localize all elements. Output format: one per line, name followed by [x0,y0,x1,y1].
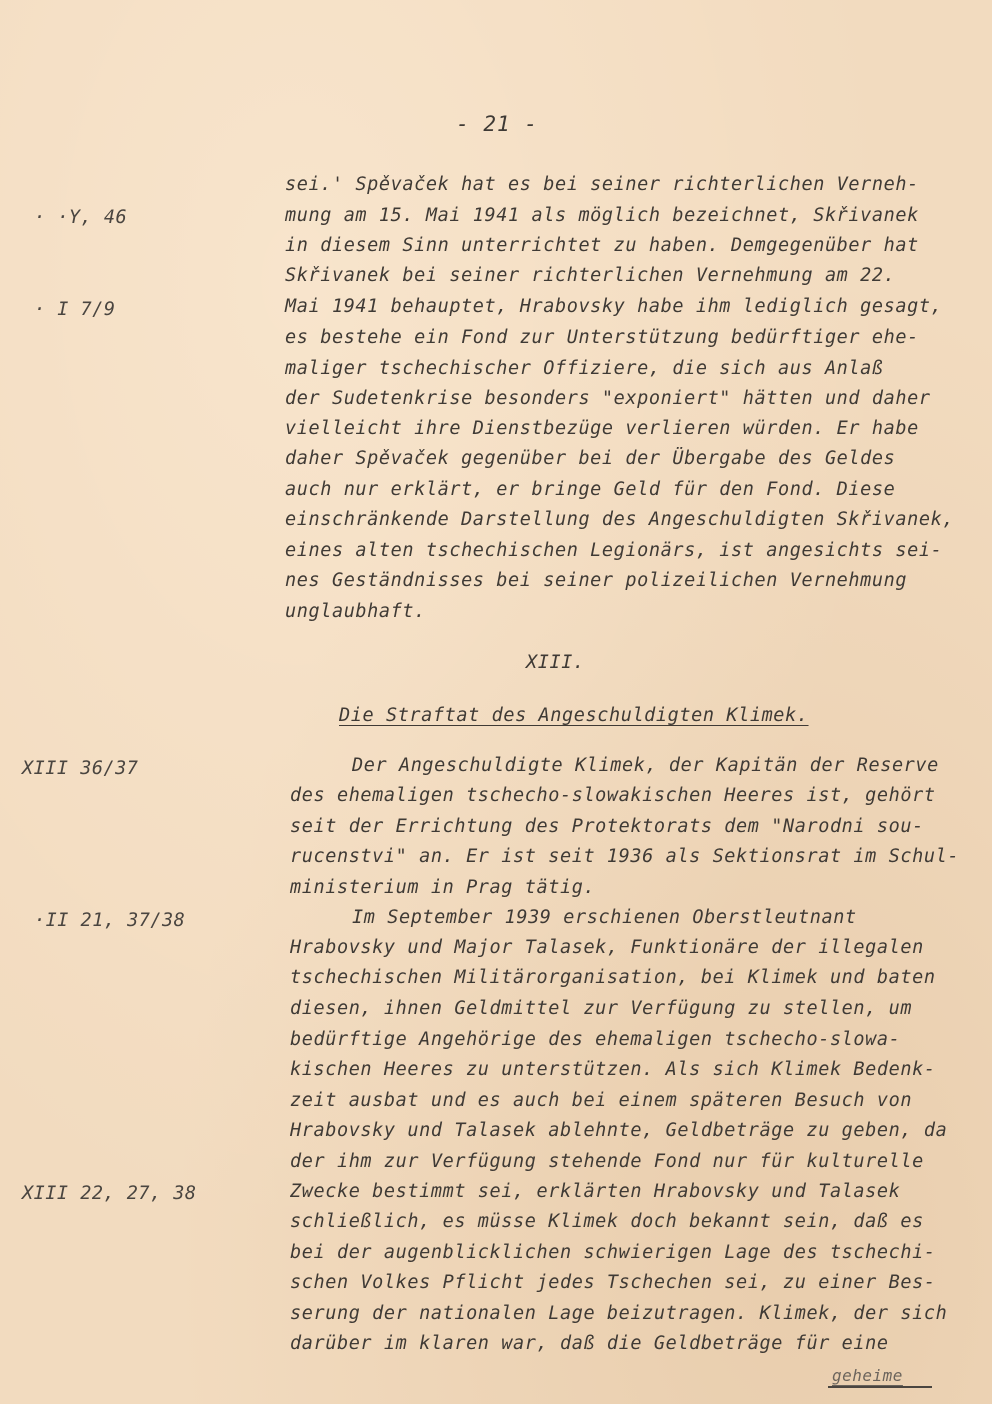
body-line: Hrabovsky und Talasek ablehnte, Geldbeträge zu geben, da [290,1120,948,1141]
body-line: diesen, ihnen Geldmittel zur Verfügung zu stellen, um [290,998,913,1019]
body-line: Skřivanek bei seiner richterlichen Vernehmung am 22. [285,265,896,286]
body-line: schen Volkes Pflicht jedes Tschechen sei, zu einer Bes- [290,1272,936,1293]
body-line: nes Geständnisses bei seiner polizeilichen Vernehmung [285,570,908,591]
body-line: serung der nationalen Lage beizutragen. Klimek, der sich [290,1303,948,1324]
body-line: schließlich, es müsse Klimek doch bekannt sein, daß es [290,1211,924,1232]
body-line: daher Spěvaček gegenüber bei der Übergabe des Geldes [285,448,896,469]
body-line: Zwecke bestimmt sei, erklärten Hrabovsky und Talasek [290,1181,901,1202]
body-line: unglaubhaft. [285,601,426,622]
body-line: kischen Heeres zu unterstützen. Als sich Klimek Bedenk- [290,1059,936,1080]
page-number: - 21 - [456,112,538,136]
margin-reference: XIII 22, 27, 38 [22,1183,197,1204]
body-line: Der Angeschuldigte Klimek, der Kapitän der Reserve [352,755,939,776]
margin-reference: XIII 36/37 [22,758,139,779]
body-line: bedürftige Angehörige des ehemaligen tschecho-slowa- [290,1029,901,1050]
margin-reference: · ·Y, 46 [34,207,128,228]
body-line: bei der augenblicklichen schwierigen Lage des tschechi- [290,1242,936,1263]
catchword: geheime [832,1366,903,1385]
body-line: Im September 1939 erschienen Oberstleutnant [352,907,857,928]
body-line: der ihm zur Verfügung stehende Fond nur für kulturelle [290,1151,924,1172]
body-line: Hrabovsky und Major Talasek, Funktionäre der illegalen [290,937,924,958]
body-line: tschechischen Militärorganisation, bei Klimek und baten [290,967,936,988]
body-line: in diesem Sinn unterrichtet zu haben. Demgegenüber hat [285,235,919,256]
body-line: einschränkende Darstellung des Angeschuldigten Skřivanek, [285,509,955,530]
body-line: mung am 15. Mai 1941 als möglich bezeichnet, Skřivanek [285,205,919,226]
body-line: zeit ausbat und es auch bei einem späteren Besuch von [290,1090,913,1111]
section-title: Die Straftat des Angeschuldigten Klimek. [339,705,809,726]
body-line: darüber im klaren war, daß die Geldbeträge für eine [290,1333,889,1354]
body-line: Mai 1941 behauptet, Hrabovsky habe ihm lediglich gesagt, [285,296,943,317]
body-line: maliger tschechischer Offiziere, die sich aus Anlaß [285,358,884,379]
body-line: der Sudetenkrise besonders "exponiert" hätten und daher [285,388,931,409]
margin-reference: · I 7/9 [34,299,116,320]
body-line: vielleicht ihre Dienstbezüge verlieren würden. Er habe [285,418,919,439]
body-line: des ehemaligen tschecho-slowakischen Heeres ist, gehört [290,785,936,806]
body-line: rucenstvi" an. Er ist seit 1936 als Sektionsrat im Schul- [290,846,960,867]
body-line: sei.' Spěvaček hat es bei seiner richterlichen Verneh- [285,174,919,195]
body-line: auch nur erklärt, er bringe Geld für den Fond. Diese [285,479,896,500]
catchword-rule [828,1386,932,1388]
body-line: es bestehe ein Fond zur Unterstützung bedürftiger ehe- [285,327,919,348]
body-line: ministerium in Prag tätig. [290,877,596,898]
margin-reference: ·II 21, 37/38 [34,910,186,931]
body-line: seit der Errichtung des Protektorats dem "Narodni sou- [290,816,924,837]
body-line: eines alten tschechischen Legionärs, ist angesichts sei- [285,540,943,561]
section-number: XIII. [526,652,585,673]
